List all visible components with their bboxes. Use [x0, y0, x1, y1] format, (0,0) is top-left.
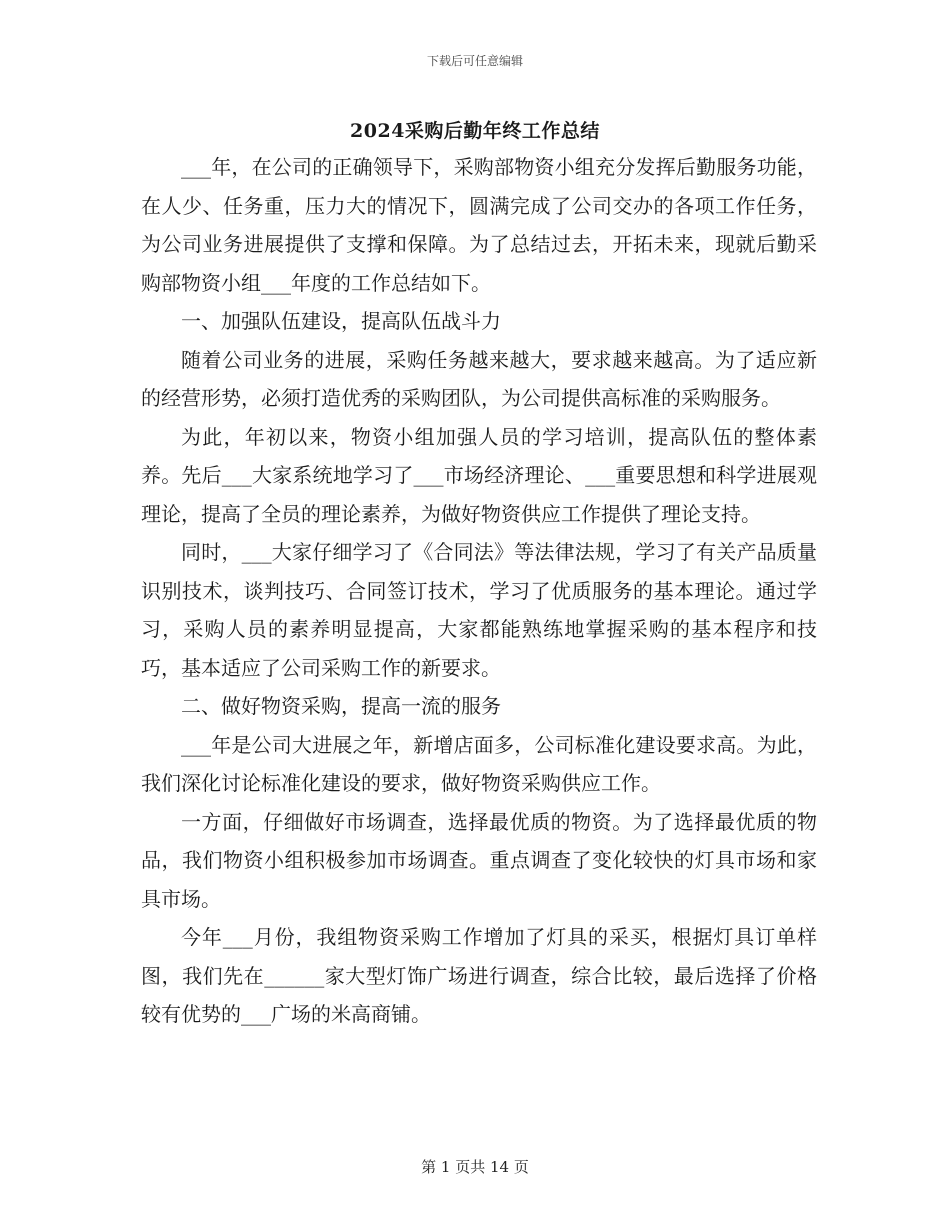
header-note: 下载后可任意编辑 — [426, 54, 523, 68]
paragraph: 今年___月份，我组物资采购工作增加了灯具的采买，根据灯具订单样图，我们先在______家大型灯饰广场进行调查，综合比较，最后选择了价格较有优势的___广场的米高商铺。 — [141, 925, 817, 1026]
page-number: 第 1 页共 14 页 — [421, 1158, 529, 1176]
paragraph: 一方面，仔细做好市场调查，选择最优质的物资。为了选择最优质的物品，我们物资小组积极参加市场调查。重点调查了变化较快的灯具市场和家具市场。 — [141, 809, 817, 911]
document-title: 2024采购后勤年终工作总结 — [350, 120, 600, 142]
paragraph: 为此，年初以来，物资小组加强人员的学习培训，提高队伍的整体素养。先后___大家系统地学习了___市场经济理论、___重要思想和科学进展观理论，提高了全员的理论素养，为做好物资供应工作提供了理论支持。 — [141, 424, 817, 526]
paragraph-intro: ___年，在公司的正确领导下，采购部物资小组充分发挥后勤服务功能，在人少、任务重，压力大的情况下，圆满完成了公司交办的各项工作任务，为公司业务进展提供了支撑和保障。为了总结过去，开拓未来，现就后勤采购部物资小组___年度的工作总结如下。 — [141, 155, 817, 295]
paragraph: 同时，___大家仔细学习了《合同法》等法律法规，学习了有关产品质量识别技术，谈判技巧、合同签订技术，学习了优质服务的基本理论。通过学习，采购人员的素养明显提高，大家都能熟练地掌握采购的基本程序和技巧，基本适应了公司采购工作的新要求。 — [141, 540, 817, 680]
section-heading-2: 二、做好物资采购，提高一流的服务 — [181, 694, 501, 718]
paragraph: ___年是公司大进展之年，新增店面多，公司标准化建设要求高。为此，我们深化讨论标准化建设的要求，做好物资采购供应工作。 — [141, 732, 817, 795]
section-heading-1: 一、加强队伍建设，提高队伍战斗力 — [181, 309, 501, 333]
document-body — [141, 148, 817, 1034]
paragraph: 随着公司业务的进展，采购任务越来越大，要求越来越高。为了适应新的经营形势，必须打造优秀的采购团队，为公司提供高标准的采购服务。 — [141, 347, 817, 410]
